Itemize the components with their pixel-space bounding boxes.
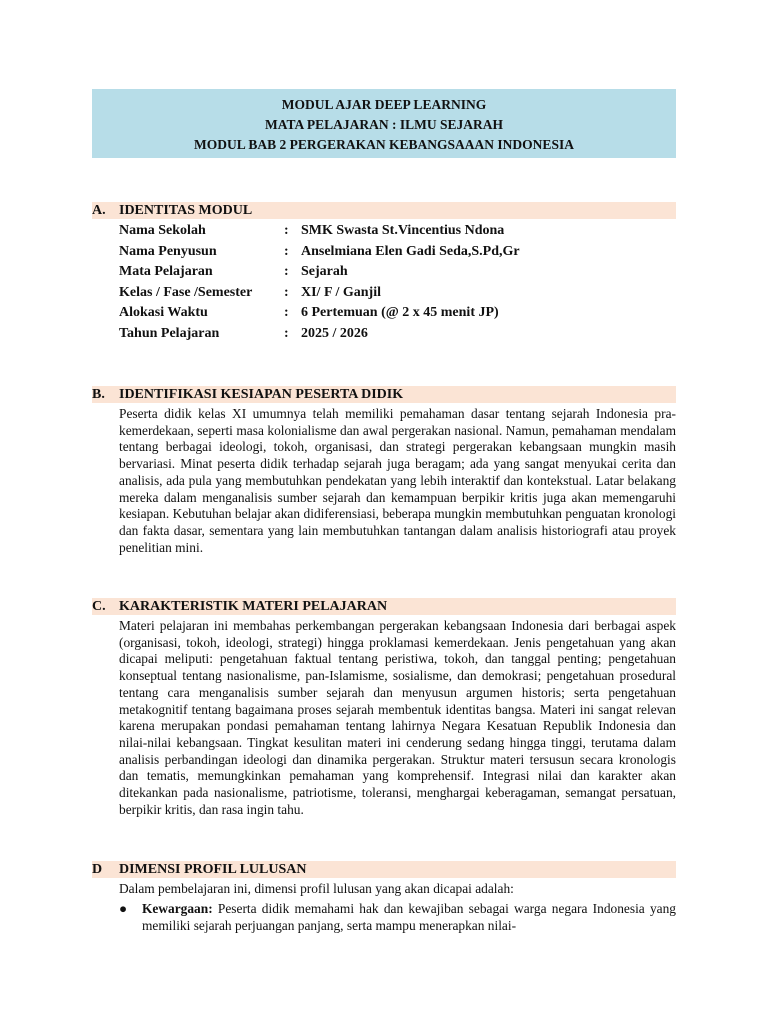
identity-value: SMK Swasta St.Vincentius Ndona — [301, 223, 505, 238]
identity-value: 6 Pertemuan (@ 2 x 45 menit JP) — [301, 305, 499, 320]
section-d-heading — [92, 861, 676, 878]
identity-value: XI/ F / Ganjil — [301, 284, 381, 300]
section-c-heading — [92, 598, 676, 615]
identity-colon: : — [284, 325, 289, 341]
bullet-term: Kewargaan: — [142, 901, 213, 916]
identity-row — [119, 303, 679, 324]
identity-label: Nama Sekolah — [119, 223, 206, 238]
identity-label: Alokasi Waktu — [119, 305, 208, 320]
section-d-title: DIMENSI PROFIL LULUSAN — [119, 862, 307, 877]
section-b-title: IDENTIFIKASI KESIAPAN PESERTA DIDIK — [119, 387, 404, 402]
section-b-paragraph: Peserta didik kelas XI umumnya telah memiliki pemahaman dasar tentang sejarah Indonesia pra-kemerdekaan, seperti masa kolonialisme dan awal pergerakan nasional. Namun, pemahaman mendalam tentang berbagai ideologi, tokoh, organisasi, dan strategi pergerakan kebangsaan mungkin masih bervariasi. Minat peserta didik terhadap sejarah juga beragam; ada yang sangat menyukai cerita dan analisis, ada pula yang membutuhkan pendekatan yang lebih interaktif dan kontekstual. Latar belakang mereka dalam menganalisis sumber sejarah dan kemampuan berpikir kritis juga akan memengaruhi kesiapan. Kebutuhan belajar akan didiferensiasi, beberapa mungkin membutuhkan penguatan kronologi dan fakta dasar, sementara yang lain membutuhkan tantangan dalam analisis historiografi atau proyek penelitian mini. — [119, 406, 676, 555]
identity-row — [119, 221, 679, 242]
identity-colon: : — [284, 264, 289, 279]
identity-label: Tahun Pelajaran — [119, 325, 220, 341]
section-d-letter: D — [92, 862, 103, 877]
section-c-paragraph: Materi pelajaran ini membahas perkembangan pergerakan kebangsaan Indonesia dari berbagai aspek (organisasi, tokoh, ideologi, strategi) hingga proklamasi kemerdekaan. Jenis pengetahuan yang akan dicapai meliputi: pengetahuan faktual tentang peristiwa, tokoh, dan tanggal penting; pengetahuan konseptual tentang nasionalisme, pan-Islamisme, sosialisme, dan demokrasi; pengetahuan prosedural tentang cara menganalisis sumber sejarah dan menyusun argumen historis; serta pengetahuan metakognitif tentang bagaimana proses sejarah membentuk identitas bangsa. Materi ini sangat relevan karena merupakan pondasi pemahaman tentang lahirnya Negara Kesatuan Republik Indonesia dan nilai-nilai kebangsaan. Tingkat kesulitan materi ini cenderung sedang hingga tinggi, terutama dalam analisis perbandingan ideologi dan dinamika pergerakan. Struktur materi tersusun secara kronologis dan tematis, memungkinkan pemahaman yang komprehensif. Integrasi nilai dan karakter akan ditekankan pada nasionalisme, patriotisme, toleransi, menghargai keberagaman, semangat persatuan, berpikir kritis, dan rasa ingin tahu. — [119, 618, 676, 817]
section-c-title: KARAKTERISTIK MATERI PELAJARAN — [119, 599, 388, 614]
identity-value: Anselmiana Elen Gadi Seda,S.Pd,Gr — [301, 243, 520, 259]
identity-value: Sejarah — [301, 264, 348, 279]
identity-row — [119, 262, 679, 283]
identity-row — [119, 324, 679, 345]
section-b-letter: B. — [92, 387, 105, 402]
identity-row — [119, 242, 679, 263]
identity-value: 2025 / 2026 — [301, 325, 368, 341]
module-identity-table — [119, 221, 679, 344]
identity-colon: : — [284, 243, 289, 259]
identity-colon: : — [284, 284, 289, 300]
bullet-icon: ● — [119, 901, 128, 916]
section-a-letter: A. — [92, 203, 106, 218]
section-a-heading — [92, 202, 676, 219]
identity-colon: : — [284, 305, 289, 320]
section-c-letter: C. — [92, 599, 106, 614]
module-title-line-3: MODUL BAB 2 PERGERAKAN KEBANGSAAAN INDONESIA — [194, 137, 574, 152]
section-a-title: IDENTITAS MODUL — [119, 203, 253, 218]
module-title-line-2: MATA PELAJARAN : ILMU SEJARAH — [264, 117, 503, 132]
identity-colon: : — [284, 223, 289, 238]
module-title-box — [92, 89, 676, 158]
bullet-text — [142, 901, 676, 934]
identity-row — [119, 283, 679, 304]
section-b-heading — [92, 386, 676, 403]
identity-label: Nama Penyusun — [119, 243, 217, 259]
identity-label: Mata Pelajaran — [119, 264, 213, 279]
bullet-description: Peserta didik memahami hak dan kewajiban sebagai warga negara Indonesia yang memiliki sejarah perjuangan panjang, serta mampu menerapkan nilai- — [142, 901, 676, 933]
section-d-intro: Dalam pembelajaran ini, dimensi profil lulusan yang akan dicapai adalah: — [119, 881, 514, 896]
list-item — [119, 901, 676, 934]
identity-label: Kelas / Fase /Semester — [119, 284, 253, 300]
module-title-line-1: MODUL AJAR DEEP LEARNING — [281, 97, 487, 112]
